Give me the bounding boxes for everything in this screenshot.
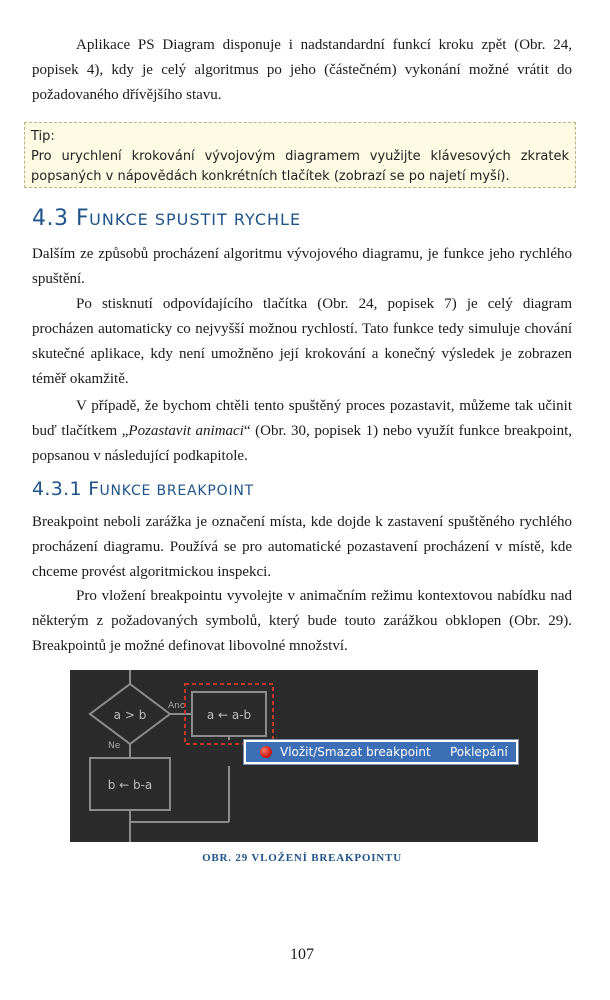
tip-text: Pro urychlení krokování vývojovým diagramem využijte klávesových zkratek popsaných v nápovědách konkrétních tlačítek (zobrazí se po najetí myší). [31, 149, 569, 184]
yes-label: Ano [168, 701, 186, 711]
breakpoint-icon [260, 746, 272, 758]
tip-box [24, 122, 576, 188]
figure-breakpoint-screenshot [70, 670, 538, 842]
paragraph-rapid-run-intro: Dalším ze způsobů procházení algoritmu vývojového diagramu, je funkce jeho rychlého spuštění. [32, 246, 572, 287]
paragraph-rapid-run-button: Po stisknutí odpovídajícího tlačítka (Obr. 24, popisek 7) je celý diagram procházen automaticky co nejvyšší možnou rychlostí. Tato funkce tedy simuluje chování skutečné aplikace, kdy není umožněno její krokování a konečný výsledek je zobrazen téměř okamžitě. [32, 296, 572, 387]
subsection-heading [32, 478, 254, 500]
decision-text: a > b [113, 708, 147, 722]
context-menu [243, 739, 519, 765]
pause-text-before: V případě, že bychom chtěli tento spuštěný proces pozastavit, můžeme tak učinit buď tlačítkem „ [32, 398, 572, 439]
pause-button-name: Pozastavit animaci [128, 423, 244, 439]
subsection-initial: F [88, 478, 100, 500]
pause-text-after: “ (Obr. 30, popisek 1) nebo využít funkce breakpoint, popsanou v následující podkapitole. [32, 423, 573, 464]
section-number: 4.3 [32, 206, 69, 231]
process-bottom-text: b ← b-a [107, 778, 153, 792]
menu-item-shortcut: Poklepání [450, 745, 508, 759]
menu-item-label: Vložit/Smazat breakpoint [280, 745, 431, 759]
paragraph-pause [32, 394, 572, 469]
section-heading [32, 206, 301, 231]
tip-label: Tip: [31, 129, 55, 144]
section-initial: F [76, 206, 90, 231]
paragraph-breakpoint-insert: Pro vložení breakpointu vyvolejte v animačním režimu kontextovou nabídku nad některým z požadovaných symbolů, který bude touto zarážkou obklopen (Obr. 29). Breakpointů je možné definovat libovolné množství. [32, 588, 572, 654]
menu-item-toggle-breakpoint[interactable] [246, 742, 516, 762]
paragraph-intro: Aplikace PS Diagram disponuje i nadstandardní funkcí kroku zpět (Obr. 24, popisek 4), kdy je celý algoritmus po jeho (částečném) vykonání možné vrátit do požadovaného dřívějšího stavu. [32, 37, 572, 103]
process-top-text: a ← a-b [206, 708, 252, 722]
no-label: Ne [108, 741, 121, 751]
subsection-number: 4.3.1 [32, 478, 82, 500]
subsection-title-rest: UNKCE BREAKPOINT [99, 483, 254, 499]
paragraph-breakpoint-definition: Breakpoint neboli zarážka je označení místa, kde dojde k zastavení spuštěného rychlého procházení diagramu. Používá se pro automatické pozastavení procházení v místě, kde chceme provést algoritmickou inspekci. [32, 514, 572, 580]
figure-caption: OBR. 29 VLOŽENÍ BREAKPOINTU [202, 852, 402, 864]
section-title-rest: UNKCE SPUSTIT RYCHLE [89, 210, 302, 229]
page-number: 107 [290, 946, 314, 963]
